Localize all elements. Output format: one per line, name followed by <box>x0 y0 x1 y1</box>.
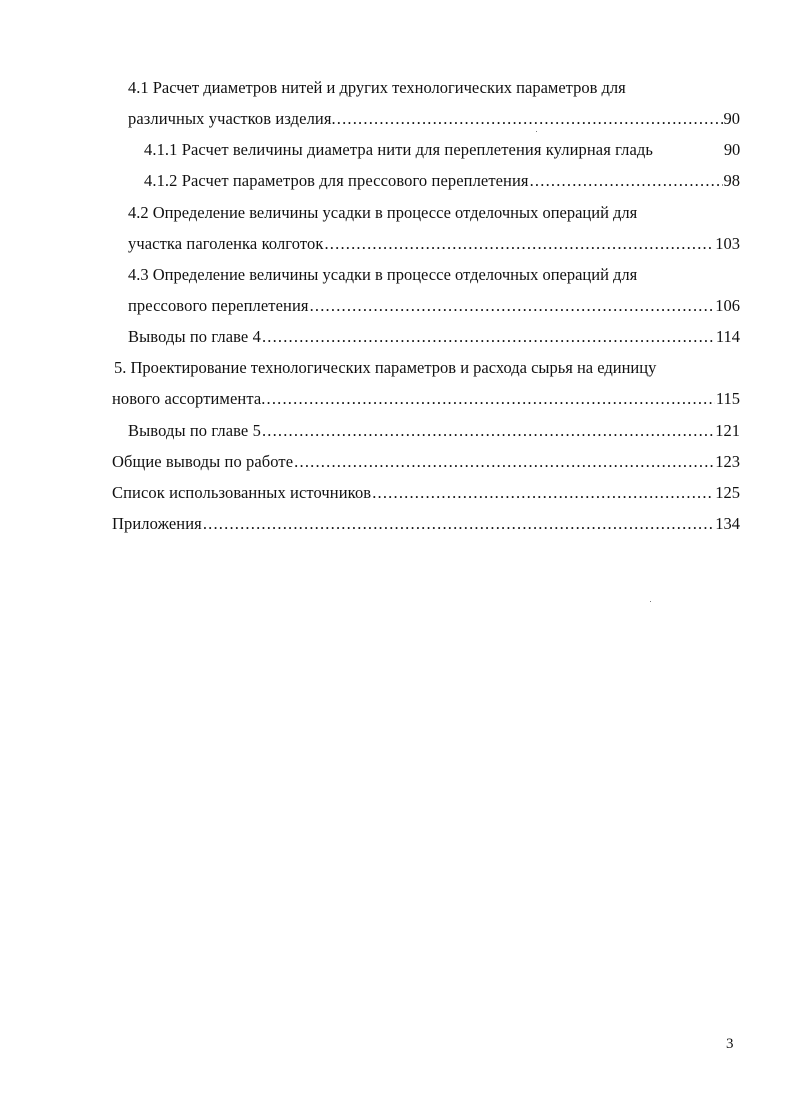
scan-speck <box>650 601 651 602</box>
toc-entry-appendices[interactable] <box>112 511 740 537</box>
toc-page-number: 134 <box>715 514 740 533</box>
toc-leader-dots <box>324 231 714 257</box>
toc-page-number: 114 <box>715 327 740 346</box>
toc-page-number: 90 <box>723 109 740 128</box>
toc-entry-title: Приложения <box>112 514 202 533</box>
toc-entry-title: участка паголенка колготок <box>128 234 324 253</box>
toc-entry-title: Общие выводы по работе <box>112 452 294 471</box>
toc-entry-4-3[interactable] <box>128 293 740 319</box>
toc-page-number: 90 <box>723 140 740 159</box>
toc-page-number: 115 <box>715 389 740 408</box>
toc-entry-4-2[interactable] <box>128 231 740 257</box>
toc-entry-5[interactable] <box>112 386 740 412</box>
toc-entry-4-2-line1: 4.2 Определение величины усадки в процессе отделочных операций для <box>128 203 638 222</box>
toc-entry-title: различных участков изделия. <box>128 109 336 128</box>
toc-entry-4-1-2[interactable] <box>144 168 740 194</box>
toc-leader-dots <box>337 106 723 132</box>
toc-page-number: 123 <box>715 452 740 471</box>
toc-entry-title: нового ассортимента. <box>112 389 266 408</box>
toc-page-number: 125 <box>715 483 740 502</box>
toc-entry-general-conclusions[interactable] <box>112 449 740 475</box>
toc-entry-conclusions-4[interactable] <box>128 324 740 350</box>
toc-entry-title: прессового переплетения <box>128 296 309 315</box>
toc-page-number: 98 <box>723 171 740 190</box>
toc-leader-dots <box>530 168 723 194</box>
toc-leader-dots <box>262 418 714 444</box>
toc-entry-title: Выводы по главе 4 <box>128 327 261 346</box>
toc-entry-title: Выводы по главе 5 <box>128 421 261 440</box>
toc-page-number: 121 <box>715 421 740 440</box>
toc-entry-references[interactable] <box>112 480 740 506</box>
toc-entry-title: 4.1.1 Расчет величины диаметра нити для переплетения кулирная гладь <box>144 140 654 159</box>
toc-entry-4-1-line1: 4.1 Расчет диаметров нитей и других технологических параметров для <box>128 78 626 97</box>
toc-entry-4-3-line1: 4.3 Определение величины усадки в процессе отделочных операций для <box>128 265 638 284</box>
toc-leader-dots <box>372 480 714 506</box>
toc-entry-conclusions-5[interactable] <box>128 418 740 444</box>
toc-leader-dots <box>203 511 714 537</box>
toc-leader-dots <box>294 449 714 475</box>
toc-entry-title: 4.1.2 Расчет параметров для прессового переплетения <box>144 171 529 190</box>
page-number: 3 <box>726 1036 734 1052</box>
toc-leader-dots <box>267 386 715 412</box>
toc-entry-4-1[interactable] <box>128 106 740 132</box>
toc-entry-5-line1: 5. Проектирование технологических параметров и расхода сырья на единицу <box>114 358 657 377</box>
toc-entry-4-1-1[interactable] <box>144 137 740 163</box>
scan-speck <box>536 131 537 132</box>
toc-page-number: 106 <box>715 296 740 315</box>
toc-page-number: 103 <box>715 234 740 253</box>
toc-entry-title: Список использованных источников <box>112 483 372 502</box>
toc-leader-dots <box>310 293 715 319</box>
toc-leader-dots <box>262 324 715 350</box>
